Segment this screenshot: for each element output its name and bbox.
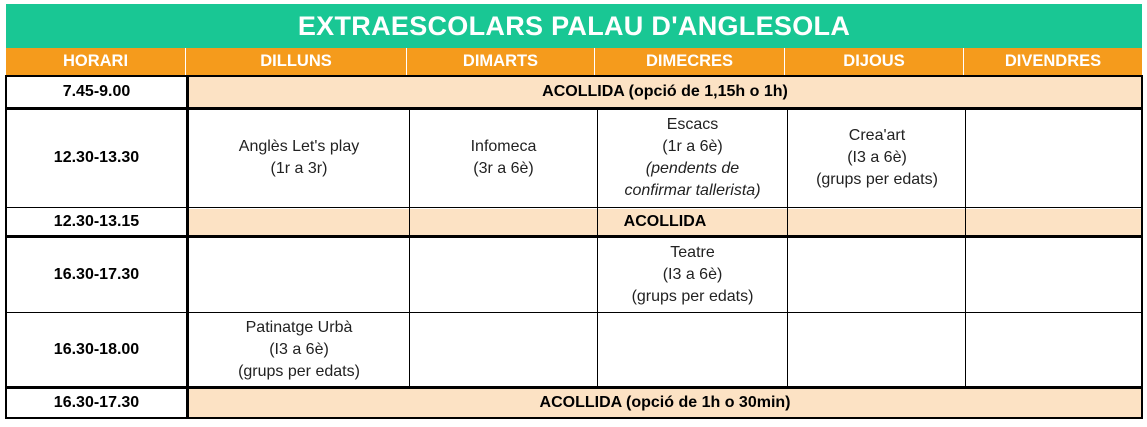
- time-cell: 16.30-17.30: [53, 394, 140, 411]
- row-divider: [7, 386, 1141, 389]
- activity-name: Crea'art: [848, 127, 906, 144]
- time-cell: 12.30-13.15: [53, 213, 140, 230]
- column-divider: [409, 110, 410, 235]
- time-cell: 12.30-13.30: [53, 149, 140, 166]
- activity-grades: (3r a 6è): [473, 160, 534, 177]
- row-divider: [7, 207, 1141, 208]
- activity-cell-dilluns: [189, 313, 409, 386]
- header-horari: HORARI: [6, 48, 186, 75]
- activity-grades: (1r a 3r): [270, 160, 328, 177]
- activity-grades: (1r a 6è): [662, 138, 723, 155]
- header-dijous: DIJOUS: [785, 48, 964, 75]
- time-cell: 16.30-18.00: [53, 340, 140, 358]
- header-dimarts: DIMARTS: [407, 48, 595, 75]
- acollida-span: ACOLLIDA (opció de 1,15h o 1h): [189, 77, 1141, 107]
- activity-grades: (I3 a 6è): [269, 340, 329, 358]
- row-divider: [7, 312, 1141, 313]
- schedule-grid: [5, 75, 1143, 419]
- activity-cell-dimarts: [410, 110, 597, 206]
- activity-name: Infomeca: [470, 138, 537, 155]
- schedule-title: EXTRAESCOLARS PALAU D'ANGLESOLA: [6, 4, 1142, 48]
- activity-cell-dijous: [788, 110, 966, 206]
- activity-grades: (I3 a 6è): [662, 266, 723, 283]
- activity-cell-dimecres: [598, 238, 787, 312]
- row-divider: [7, 107, 1141, 110]
- time-cell: 16.30-17.30: [53, 266, 140, 283]
- activity-name: Patinatge Urbà: [245, 318, 353, 336]
- activity-groups: (grups per edats): [238, 362, 360, 380]
- header-divendres: DIVENDRES: [964, 48, 1142, 75]
- activity-cell-dimecres: [598, 110, 787, 206]
- activity-grades: (I3 a 6è): [847, 149, 907, 166]
- activity-groups: (grups per edats): [816, 171, 938, 188]
- column-divider: [787, 238, 788, 386]
- column-divider: [409, 238, 410, 386]
- column-divider: [787, 110, 788, 235]
- header-dilluns: DILLUNS: [186, 48, 407, 75]
- column-divider: [965, 110, 966, 235]
- activity-note: (pendents de: [645, 160, 740, 177]
- column-divider: [965, 238, 966, 386]
- acollida-span: ACOLLIDA: [189, 209, 1141, 235]
- column-divider: [186, 77, 189, 417]
- activity-cell-dilluns: [189, 110, 409, 206]
- activity-note: confirmar tallerista): [624, 182, 761, 199]
- activity-name: Escacs: [666, 116, 719, 133]
- column-divider: [597, 110, 598, 235]
- row-divider: [7, 235, 1141, 238]
- column-divider: [597, 238, 598, 386]
- activity-groups: (grups per edats): [631, 288, 754, 305]
- acollida-span: ACOLLIDA (opció de 1h o 30min): [189, 389, 1141, 417]
- header-dimecres: DIMECRES: [595, 48, 785, 75]
- activity-name: Teatre: [670, 244, 715, 261]
- time-cell: 7.45-9.00: [62, 83, 131, 100]
- activity-name: Anglès Let's play: [238, 138, 360, 155]
